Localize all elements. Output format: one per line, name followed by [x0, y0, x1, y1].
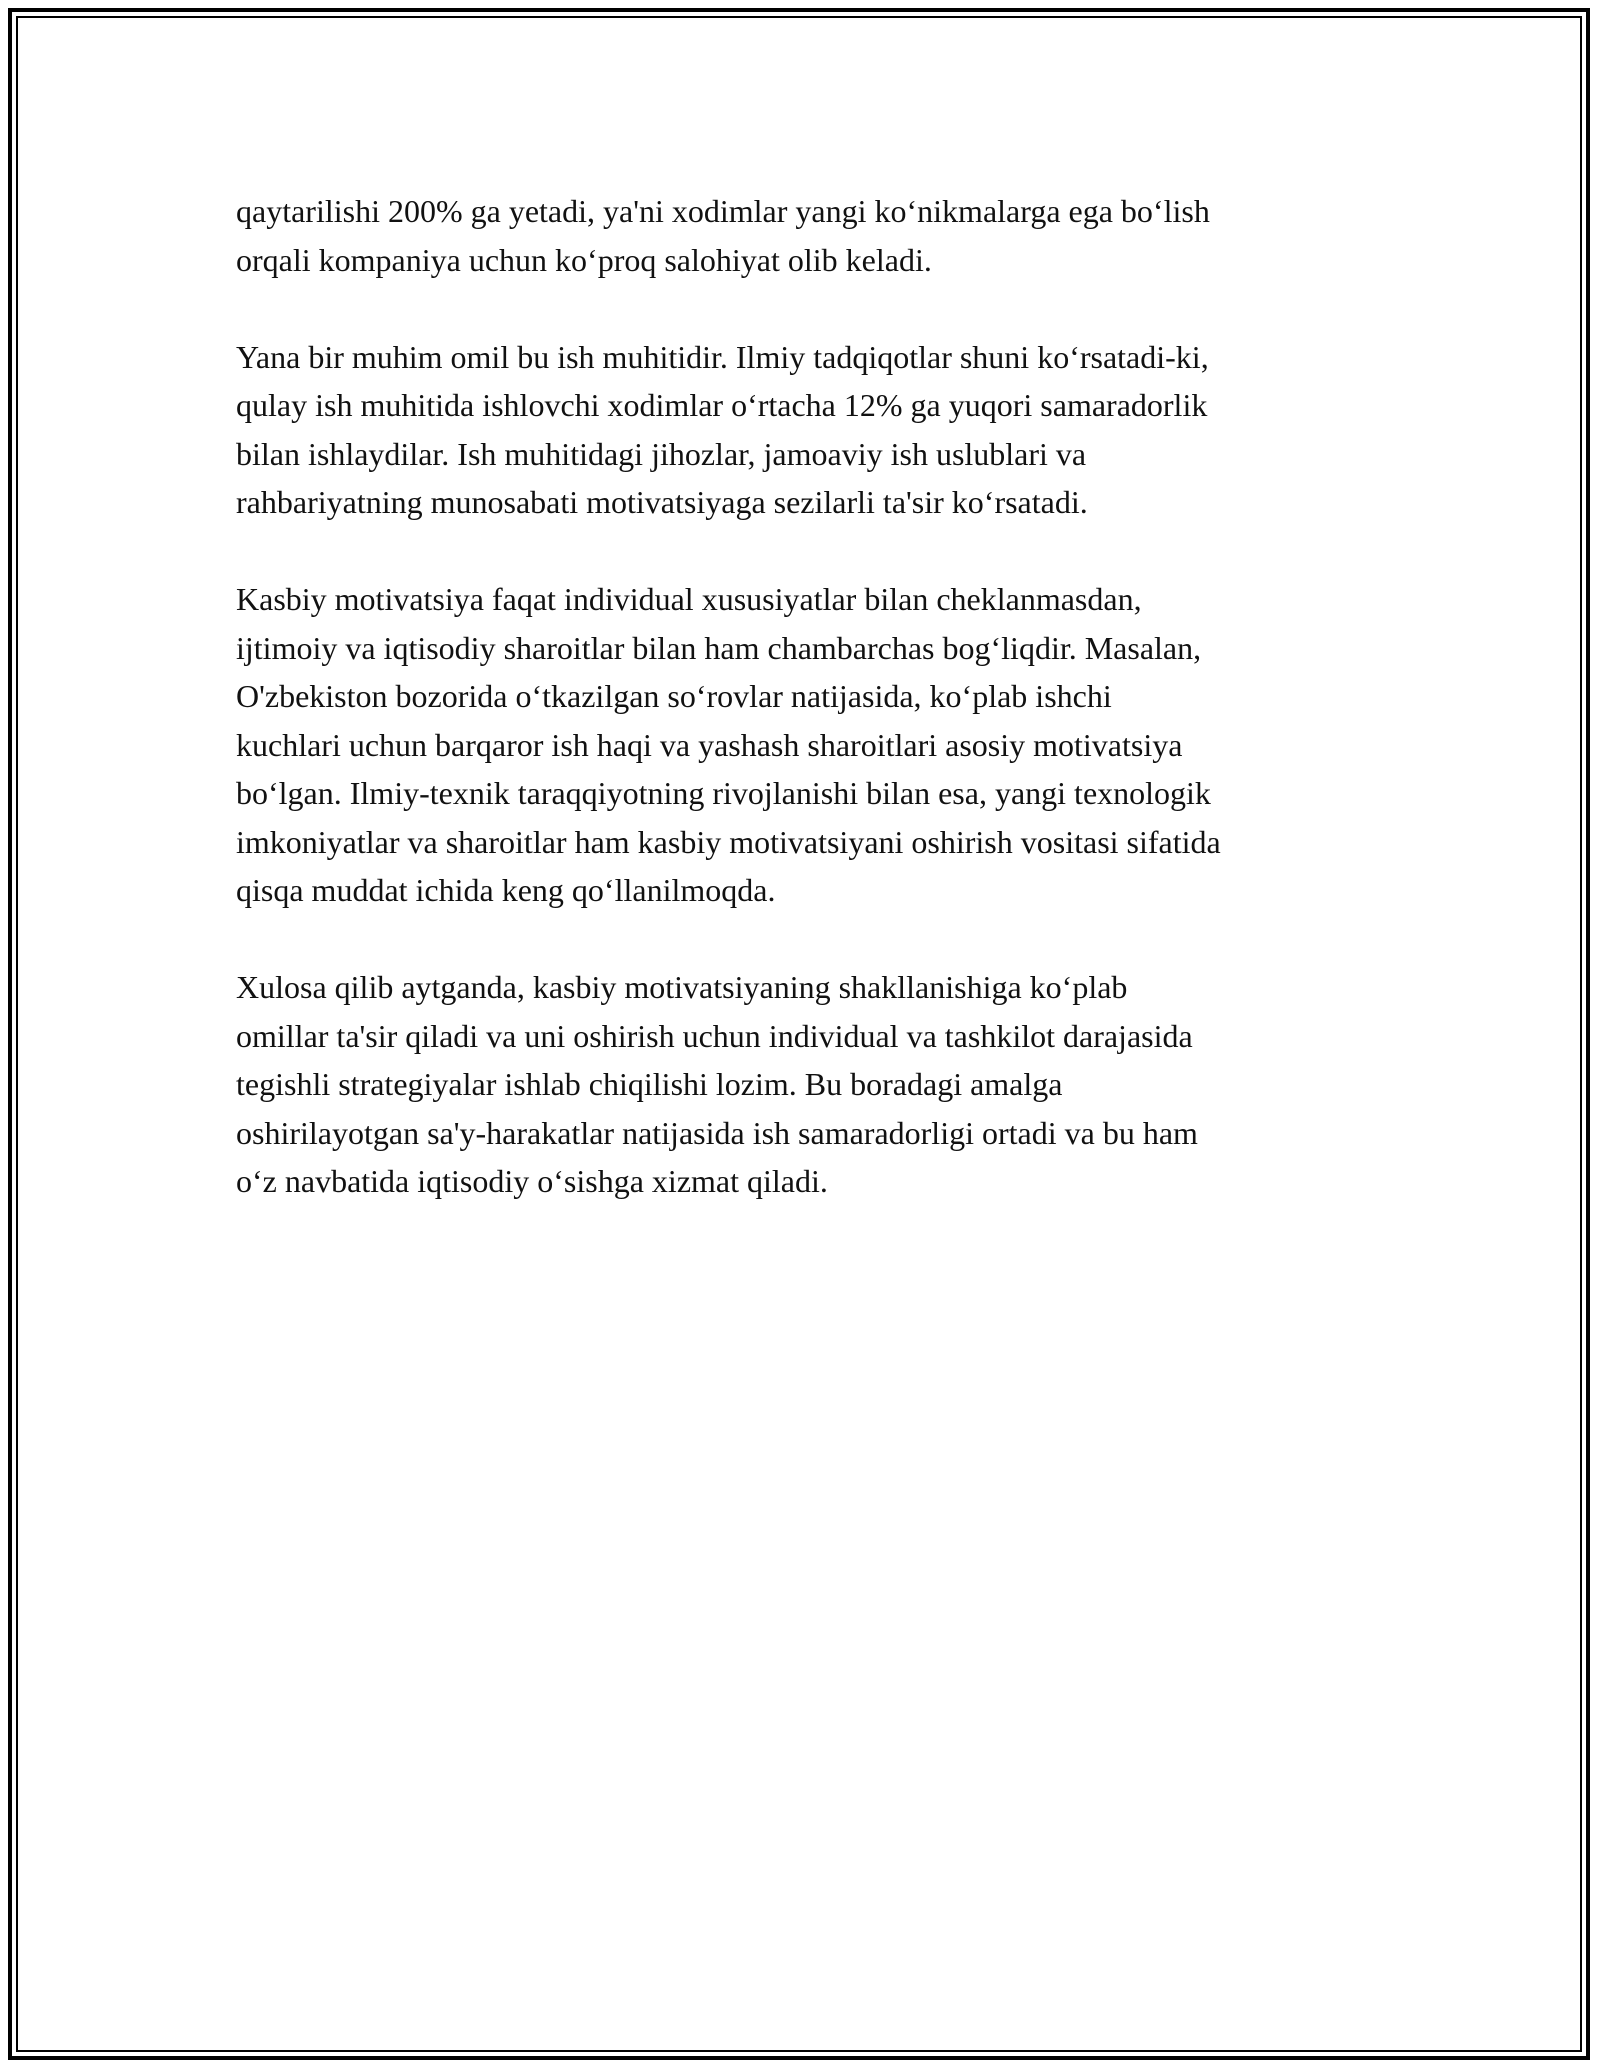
paragraph-conclusion: Xulosa qilib aytganda, kasbiy motivatsiyaning shakllanishiga koʻplab omillar ta'sir qiladi va uni oshirish uchun individual va tashkilot darajasida tegishli strategiyalar ishlab chiqilishi lozim. Bu boradagi amalga oshirilayotgan sa'y-harakatlar natijasida ish samaradorligi ortadi va bu ham oʻz navbatida iqtisodiy oʻsishga xizmat qiladi.: [236, 969, 1198, 1199]
paragraph-training-return: qaytarilishi 200% ga yetadi, ya'ni xodimlar yangi koʻnikmalarga ega boʻlish orqali kompaniya uchun koʻproq salohiyat olib keladi.: [236, 193, 1210, 278]
paragraph-socioeconomic-factors: Kasbiy motivatsiya faqat individual xususiyatlar bilan cheklanmasdan, ijtimoiy va iqtisodiy sharoitlar bilan ham chambarchas bogʻliqdir. Masalan, O'zbekiston bozorida oʻtkazilgan soʻrovlar natijasida, koʻplab ishchi kuchlari uchun barqaror ish haqi va yashash sharoitlari asosiy motivatsiya boʻlgan. Ilmiy-texnik taraqqiyotning rivojlanishi bilan esa, yangi texnologik imkoniyatlar va sharoitlar ham kasbiy motivatsiyani oshirish vositasi sifatida qisqa muddat ichida keng qoʻllanilmoqda.: [236, 581, 1221, 908]
document-body: [236, 187, 1376, 1254]
paragraph-work-environment: Yana bir muhim omil bu ish muhitidir. Ilmiy tadqiqotlar shuni koʻrsatadi-ki, qulay ish muhitida ishlovchi xodimlar oʻrtacha 12% ga yuqori samaradorlik bilan ishlaydilar. Ish muhitidagi jihozlar, jamoaviy ish uslublari va rahbariyatning munosabati motivatsiyaga sezilarli ta'sir koʻrsatadi.: [236, 338, 1209, 520]
